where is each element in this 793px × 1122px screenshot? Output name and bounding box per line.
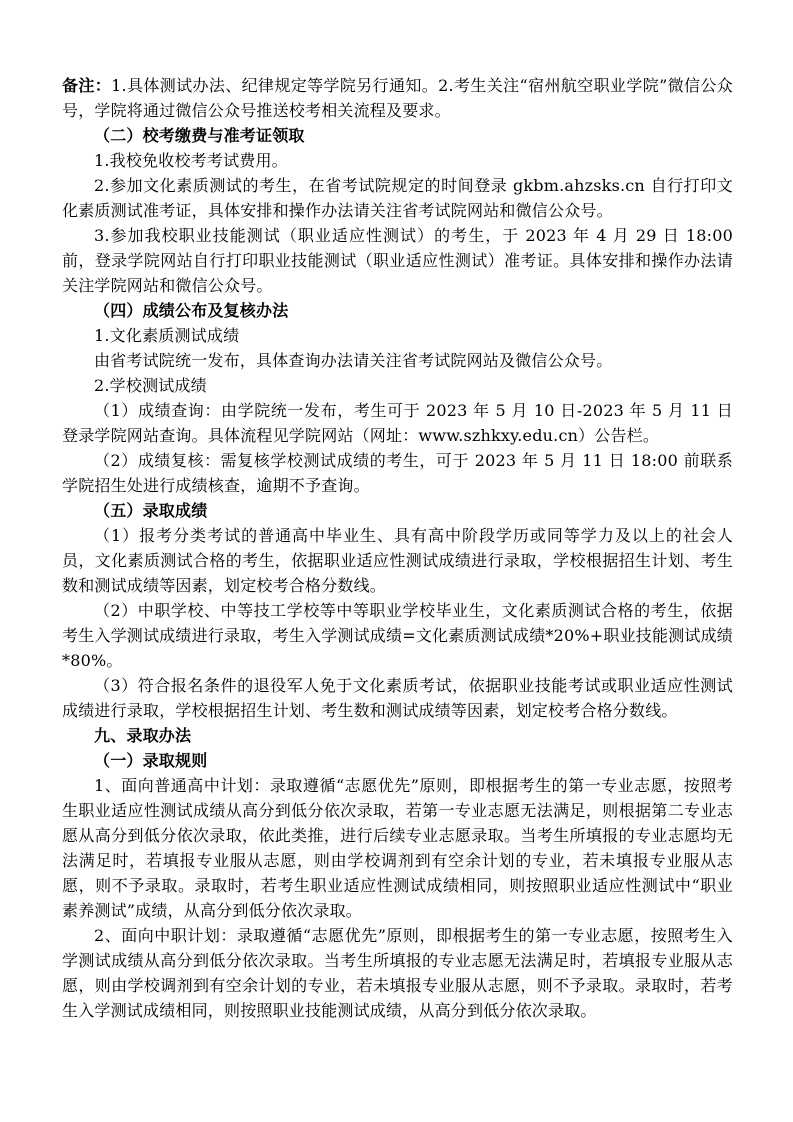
- para-fee-free: [62, 148, 733, 173]
- heading-chapter-9-admission-method: [62, 723, 733, 748]
- para-skill-test-ticket: [62, 223, 733, 298]
- note-paragraph: [62, 73, 733, 123]
- heading-section-4-score-publication: [62, 298, 733, 323]
- bold-text-run: 九、录取办法: [94, 726, 192, 745]
- text-run: （1）报考分类考试的普通高中毕业生、具有高中阶段学历或同等学力及以上的社会人员，文化素质测试合格的考生，依据职业适应性测试成绩进行录取，学校根据招生计划、考生数和测试成绩等因素，划定校考合格分数线。: [62, 526, 733, 595]
- heading-section-2-exam-fee-and-ticket: [62, 123, 733, 148]
- text-run: 2.学校测试成绩: [94, 376, 207, 395]
- para-culture-score-title: [62, 323, 733, 348]
- para-score-review: [62, 448, 733, 498]
- bold-text-run: （五）录取成绩: [94, 501, 208, 520]
- para-school-score-title: [62, 373, 733, 398]
- heading-section-5-admission-score: [62, 498, 733, 523]
- heading-section-1-admission-rules: [62, 748, 733, 773]
- para-culture-score-body: [62, 348, 733, 373]
- text-run: 2.参加文化素质测试的考生，在省考试院规定的时间登录 gkbm.ahzsks.cn 自行打印文化素质测试准考证，具体安排和操作办法请关注省考试院网站和微信公众号。: [62, 176, 733, 220]
- para-admission-score-1: [62, 523, 733, 598]
- text-run: 2、面向中职计划：录取遵循“志愿优先”原则，即根据考生的第一专业志愿，按照考生入学测试成绩从高分到低分依次录取。当考生所填报的专业志愿无法满足时，若填报专业服从志愿，则由学校调剂到有空余计划的专业，若未填报专业服从志愿，则不予录取。录取时，若考生入学测试成绩相同，则按照职业技能测试成绩，从高分到低分依次录取。: [62, 926, 733, 1020]
- text-run: 1.我校免收校考考试费用。: [94, 151, 288, 170]
- text-run: （1）成绩查询：由学院统一发布，考生可于 2023 年 5 月 10 日-2023 年 5 月 11 日登录学院网站查询。具体流程见学院网站（网址：www.szhkxy.edu.cn）公告栏。: [62, 401, 733, 445]
- para-culture-test-ticket: [62, 173, 733, 223]
- para-admission-score-2: [62, 598, 733, 673]
- document-content: [62, 73, 733, 1023]
- para-admission-score-3: [62, 673, 733, 723]
- text-run: 1.具体测试办法、纪律规定等学院另行通知。2.考生关注“宿州航空职业学院”微信公众号，学院将通过微信公众号推送校考相关流程及要求。: [62, 76, 733, 120]
- text-run: （2）中职学校、中等技工学校等中等职业学校毕业生，文化素质测试合格的考生，依据考生入学测试成绩进行录取，考生入学测试成绩=文化素质测试成绩*20%+职业技能测试成绩*80%。: [62, 601, 733, 670]
- bold-text-run: （四）成绩公布及复核办法: [94, 301, 289, 320]
- para-rule-general-high-school: [62, 773, 733, 923]
- text-run: （3）符合报名条件的退役军人免于文化素质考试，依据职业技能考试或职业适应性测试成绩进行录取，学校根据招生计划、考生数和测试成绩等因素，划定校考合格分数线。: [62, 676, 733, 720]
- text-run: （2）成绩复核：需复核学校测试成绩的考生，可于 2023 年 5 月 11 日 18:00 前联系学院招生处进行成绩核查，逾期不予查询。: [62, 451, 733, 495]
- para-rule-vocational-school: [62, 923, 733, 1023]
- text-run: 由省考试院统一发布，具体查询办法请关注省考试院网站及微信公众号。: [94, 351, 613, 370]
- text-run: 1、面向普通高中计划：录取遵循“志愿优先”原则，即根据考生的第一专业志愿，按照考生职业适应性测试成绩从高分到低分依次录取，若第一专业志愿无法满足，则根据第二专业志愿从高分到低分依次录取，依此类推，进行后续专业志愿录取。当考生所填报的专业志愿均无法满足时，若填报专业服从志愿，则由学校调剂到有空余计划的专业，若未填报专业服从志愿，则不予录取。录取时，若考生职业适应性测试成绩相同，则按照职业适应性测试中“职业素养测试”成绩，从高分到低分依次录取。: [62, 776, 733, 920]
- bold-text-run: （二）校考缴费与准考证领取: [94, 126, 305, 145]
- bold-text-run: 备注：: [62, 76, 112, 95]
- text-run: 3.参加我校职业技能测试（职业适应性测试）的考生，于 2023 年 4 月 29 日 18:00 前，登录学院网站自行打印职业技能测试（职业适应性测试）准考证。具体安排和操作办法请关注学院网站和微信公众号。: [62, 226, 733, 295]
- bold-text-run: （一）录取规则: [94, 751, 208, 770]
- text-run: 1.文化素质测试成绩: [94, 326, 240, 345]
- para-score-query: [62, 398, 733, 448]
